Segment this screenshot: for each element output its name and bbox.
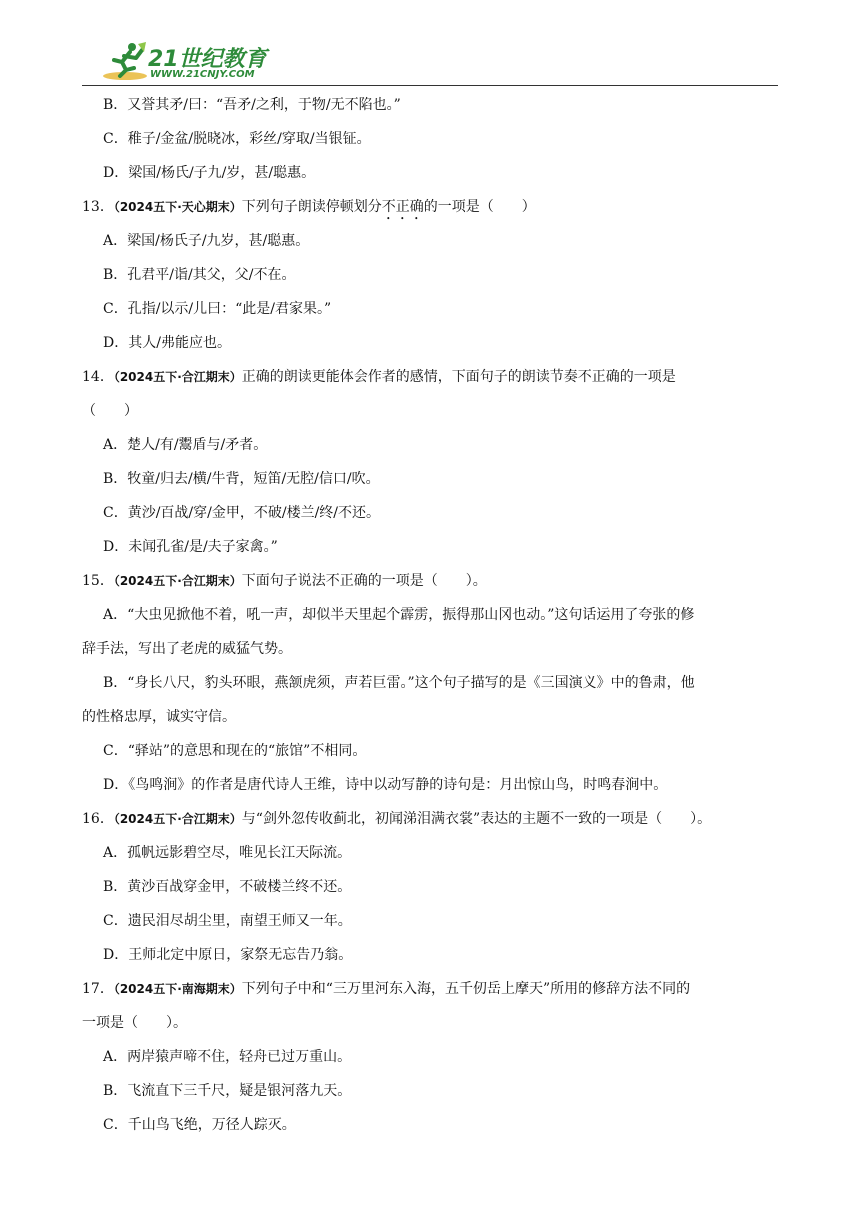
- question-list: [82, 88, 782, 1142]
- q17-option-b: B．飞流直下三千尺，疑是银河落九天。: [103, 1083, 352, 1099]
- q17-source: （2024五下·南海期末）: [113, 982, 242, 996]
- page-header: [0, 0, 860, 90]
- q17-stem-line2: 一项是（ ）。: [82, 1015, 187, 1031]
- q14-stem-line2: （ ）: [82, 403, 138, 419]
- q15-option-b-cont: 的性格忠厚，诚实守信。: [82, 709, 236, 725]
- q14-stem-line1: 正确的朗读更能体会作者的感情，下面句子的朗读节奏不正确的一项是: [241, 369, 676, 385]
- brand-logo: [102, 40, 272, 84]
- q16-stem-text: 与“剑外忽传收蓟北，初闻涕泪满衣裳”表达的主题不一致的一项是（ ）。: [241, 811, 712, 827]
- q17-option-c: C．千山鸟飞绝，万径人踪灭。: [103, 1117, 296, 1133]
- header-divider: [82, 85, 778, 86]
- q14-number: 14．: [82, 369, 114, 385]
- q15-source: （2024五下·合江期末）: [113, 574, 242, 588]
- q16-option-a: A．孤帆远影碧空尽，唯见长江天际流。: [103, 845, 352, 861]
- q13-option-b: B．孔君平/诣/其父，父/不在。: [103, 267, 296, 283]
- q12-option-d: D．梁国/杨氏/子九/岁，甚/聪惠。: [103, 165, 316, 181]
- q13-stem-after: 的一项是（ ）: [423, 199, 536, 215]
- q17-stem-line1: 下列句子中和“三万里河东入海，五千仞岳上摩天”所用的修辞方法不同的: [241, 981, 691, 997]
- q12-option-b: B．又誉其矛/曰：“吾矛/之利，于物/无不陷也。”: [103, 97, 401, 113]
- q15-option-c: C．“驿站”的意思和现在的“旅馆”不相同。: [103, 743, 367, 759]
- q13-source: （2024五下·天心期末）: [113, 200, 242, 214]
- q13-option-d: D．其人/弗能应也。: [103, 335, 231, 351]
- logo-url: WWW.21CNJY.COM: [150, 69, 255, 80]
- q13-option-a: A．梁国/杨氏子/九岁，甚/聪惠。: [103, 233, 310, 249]
- q16-source: （2024五下·合江期末）: [113, 812, 242, 826]
- q13-option-c: C．孔指/以示/儿曰：“此是/君家果。”: [103, 301, 332, 317]
- q17-option-a: A．两岸猿声啼不住，轻舟已过万重山。: [103, 1049, 352, 1065]
- q14-option-c: C．黄沙/百战/穿/金甲，不破/楼兰/终/不还。: [103, 505, 381, 521]
- q15-option-a-cont: 辞手法，写出了老虎的威猛气势。: [82, 641, 292, 657]
- q14-source: （2024五下·合江期末）: [113, 370, 242, 384]
- q16-option-b: B．黄沙百战穿金甲，不破楼兰终不还。: [103, 879, 352, 895]
- q14-option-d: D．未闻孔雀/是/夫子家禽。”: [103, 539, 278, 555]
- runner-logo-icon: [102, 40, 148, 82]
- q13-stem-emphasis: 不正确: [381, 199, 424, 215]
- q15-option-d: D．《鸟鸣涧》的作者是唐代诗人王维，诗中以动写静的诗句是：月出惊山鸟，时鸣春涧中。: [103, 777, 668, 793]
- q17-number: 17．: [82, 981, 114, 997]
- q13-number: 13．: [82, 199, 114, 215]
- q16-option-c: C．遗民泪尽胡尘里，南望王师又一年。: [103, 913, 352, 929]
- q17-stem: [82, 972, 782, 1006]
- q16-stem: [82, 802, 782, 836]
- q16-number: 16．: [82, 811, 114, 827]
- logo-title: 21世纪教育: [148, 47, 267, 72]
- q14-stem: [82, 360, 782, 394]
- q15-number: 15．: [82, 573, 114, 589]
- q12-option-c: C．稚子/金盆/脱晓冰，彩丝/穿取/当银钲。: [103, 131, 371, 147]
- q14-option-a: A．楚人/有/鬻盾与/矛者。: [103, 437, 268, 453]
- q15-option-b: B．“身长八尺，豹头环眼，燕颔虎须，声若巨雷。”这个句子描写的是《三国演义》中的鲁肃，他: [103, 675, 695, 691]
- q13-stem-before: 下列句子朗读停顿划分: [241, 199, 382, 215]
- q15-stem-text: 下面句子说法不正确的一项是（ ）。: [241, 573, 487, 589]
- q15-stem: [82, 564, 782, 598]
- q15-option-a: A．“大虫见掀他不着，吼一声，却似半天里起个霹雳，振得那山冈也动。”这句话运用了夸张的修: [103, 607, 695, 623]
- q13-stem: [82, 190, 782, 224]
- q16-option-d: D．王师北定中原日，家祭无忘告乃翁。: [103, 947, 353, 963]
- q14-option-b: B．牧童/归去/横/牛背，短笛/无腔/信口/吹。: [103, 471, 380, 487]
